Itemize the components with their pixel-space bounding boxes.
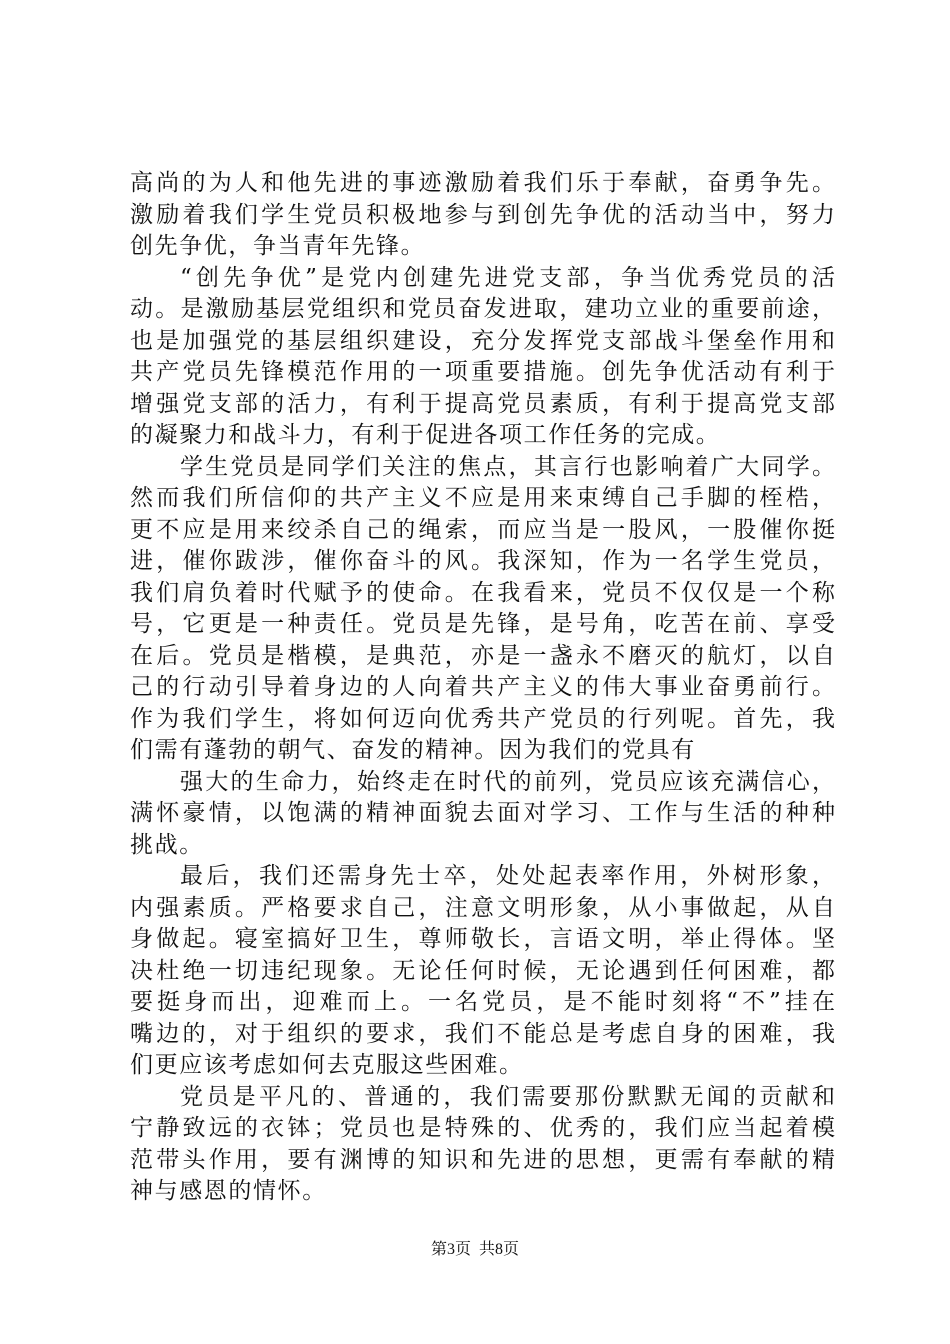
paragraph <box>130 168 835 263</box>
text-line: 神与感恩的情怀。 <box>130 1178 327 1204</box>
paragraph <box>130 452 835 767</box>
text-line: 要挺身而出，迎难而上。一名党员，是不能时刻将“不”挂在 <box>130 989 835 1015</box>
page-number: 第3页 <box>430 1241 471 1258</box>
text-line: 也是加强党的基层组织建设，充分发挥党支部战斗堡垒作用和 <box>130 327 835 354</box>
text-line: 高尚的为人和他先进的事迹激励着我们乐于奉献，奋勇争先。 <box>130 170 835 196</box>
text-line: 创先争优，争当青年先锋。 <box>130 233 426 259</box>
text-line: 我们肩负着时代赋予的使命。在我看来，党员不仅仅是一个称 <box>130 579 835 606</box>
text-line: 强大的生命力，始终走在时代的前列，党员应该充满信心， <box>180 768 835 795</box>
text-line: 己的行动引导着身边的人向着共产主义的伟大事业奋勇前行。 <box>130 674 835 700</box>
text-line: 决杜绝一切违纪现象。无论任何时候，无论遇到任何困难，都 <box>130 957 835 984</box>
text-line: 们更应该考虑如何去克服这些困难。 <box>130 1052 524 1078</box>
text-line: 们需有蓬勃的朝气、奋发的精神。因为我们的党具有 <box>130 737 696 763</box>
text-line: 身做起。寝室搞好卫生，尊师敬长，言语文明，举止得体。坚 <box>130 926 835 952</box>
footer-separator <box>471 1241 479 1258</box>
paragraph <box>130 861 835 1082</box>
paragraph <box>130 1082 835 1208</box>
text-line: 激励着我们学生党员积极地参与到创先争优的活动当中，努力 <box>130 201 835 228</box>
text-line: 动。是激励基层党组织和党员奋发进取，建功立业的重要前途， <box>130 296 835 322</box>
text-line: 挑战。 <box>130 831 204 858</box>
text-line: 嘴边的，对于组织的要求，我们不能总是考虑自身的困难，我 <box>130 1020 835 1047</box>
text-line: 号，它更是一种责任。党员是先锋，是号角，吃苦在前、享受 <box>130 611 835 637</box>
text-line: 学生党员是同学们关注的焦点，其言行也影响着广大同学。 <box>180 453 835 480</box>
text-line: 内强素质。严格要求自己，注意文明形象，从小事做起，从自 <box>130 894 835 921</box>
text-line: 范带头作用，要有渊博的知识和先进的思想，更需有奉献的精 <box>130 1146 835 1173</box>
text-line: 宁静致远的衣钵；党员也是特殊的、优秀的，我们应当起着模 <box>130 1115 835 1141</box>
text-line: 在后。党员是楷模，是典范，亦是一盏永不磨灭的航灯，以自 <box>130 642 835 669</box>
text-line: 的凝聚力和战斗力，有利于促进各项工作任务的完成。 <box>130 422 721 448</box>
text-line: “创先争优”是党内创建先进党支部，争当优秀党员的活 <box>180 264 835 291</box>
text-line: 进，催你跋涉，催你奋斗的风。我深知，作为一名学生党员， <box>130 548 835 574</box>
text-line: 更不应是用来绞杀自己的绳索，而应当是一股风，一股催你挺 <box>130 516 835 543</box>
text-line: 最后，我们还需身先士卒，处处起表率作用，外树形象， <box>180 863 835 889</box>
text-line: 增强党支部的活力，有利于提高党员素质，有利于提高党支部 <box>130 390 835 417</box>
text-line: 党员是平凡的、普通的，我们需要那份默默无闻的贡献和 <box>180 1083 835 1110</box>
document-body <box>130 168 835 1208</box>
paragraph <box>130 767 835 862</box>
text-line: 作为我们学生，将如何迈向优秀共产党员的行列呢。首先，我 <box>130 705 835 732</box>
text-line: 共产党员先锋模范作用的一项重要措施。创先争优活动有利于 <box>130 359 835 385</box>
text-line: 满怀豪情，以饱满的精神面貌去面对学习、工作与生活的种种 <box>130 800 835 826</box>
paragraph <box>130 263 835 452</box>
page-total: 共8页 <box>479 1241 520 1258</box>
text-line: 然而我们所信仰的共产主义不应是用来束缚自己手脚的桎梏， <box>130 485 835 511</box>
page-footer <box>0 1238 950 1262</box>
